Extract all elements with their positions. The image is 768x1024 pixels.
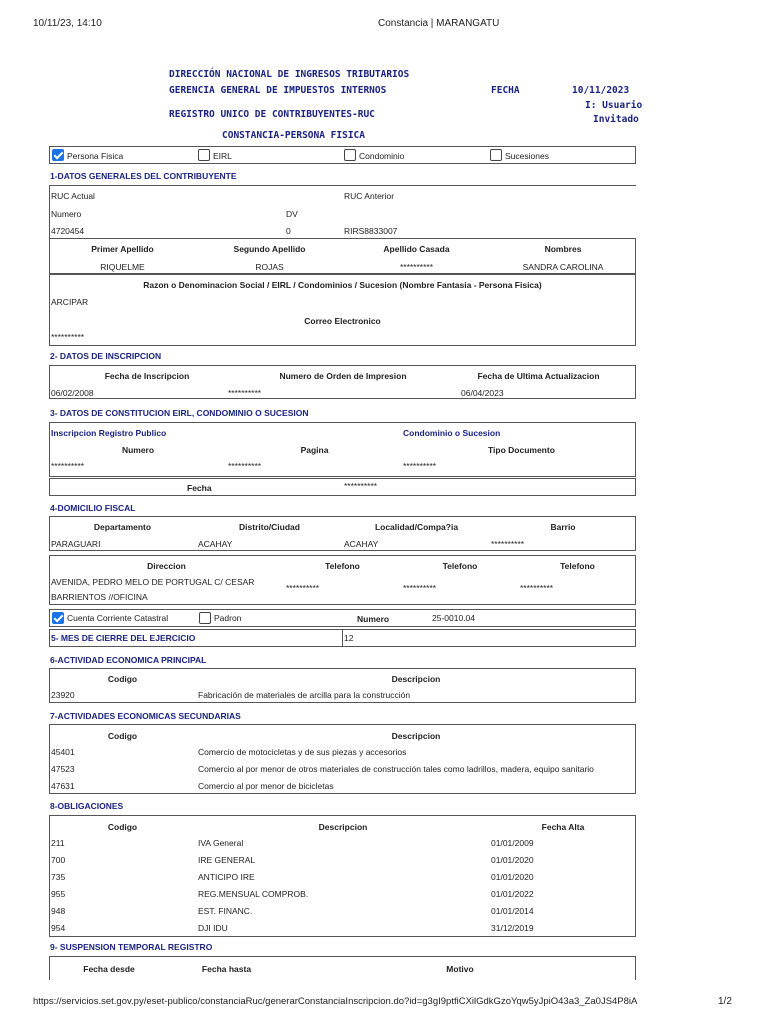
- codigo-header: Codigo: [107, 674, 138, 684]
- obligation-code: 954: [51, 923, 66, 933]
- ruc-numero: 4720454: [51, 226, 85, 236]
- departamento: PARAGUARI: [51, 539, 101, 549]
- print-datetime: 10/11/23, 14:10: [33, 18, 102, 29]
- correo-label: Correo Electronico: [304, 316, 381, 326]
- fecha-desde-header: Fecha desde: [83, 964, 135, 974]
- divider: [49, 185, 50, 238]
- obligation-description: ANTICIPO IRE: [198, 872, 255, 882]
- motivo-header: Motivo: [446, 964, 474, 974]
- localidad: ACAHAY: [344, 539, 379, 549]
- localidad-header: Localidad/Compa?ia: [374, 522, 459, 532]
- fecha-alta-header: Fecha Alta: [541, 822, 585, 832]
- activity-description: Comercio al por menor de bicicletas: [198, 781, 334, 791]
- primer-apellido-header: Primer Apellido: [91, 244, 154, 254]
- nombres: SANDRA CAROLINA: [522, 262, 604, 272]
- header-line2: GERENCIA GENERAL DE IMPUESTOS INTERNOS: [169, 85, 387, 96]
- direccion-line1: AVENIDA, PEDRO MELO DE PORTUGAL C/ CESAR: [51, 577, 255, 587]
- eirl-checkbox[interactable]: [198, 149, 210, 161]
- distrito-header: Distrito/Ciudad: [239, 522, 300, 532]
- segundo-apellido-header: Segundo Apellido: [233, 244, 306, 254]
- obligation-fecha-alta: 01/01/2022: [491, 889, 534, 899]
- activity-code: 23920: [51, 690, 75, 700]
- codigo-header: Codigo: [107, 731, 138, 741]
- nombres-header: Nombres: [544, 244, 582, 254]
- condominio-label: Condominio: [359, 151, 405, 161]
- usuario-line1: I: Usuario: [585, 100, 643, 111]
- section1-title: 1-DATOS GENERALES DEL CONTRIBUYENTE: [50, 171, 237, 181]
- obligation-fecha-alta: 31/12/2019: [491, 923, 534, 933]
- obligation-fecha-alta: 01/01/2009: [491, 838, 534, 848]
- persona-fisica-checkbox[interactable]: [52, 149, 64, 161]
- condominio-checkbox[interactable]: [344, 149, 356, 161]
- obligation-code: 955: [51, 889, 66, 899]
- ruc-anterior-label: RUC Anterior: [344, 191, 395, 201]
- pagina-header: Pagina: [300, 445, 329, 455]
- barrio-header: Barrio: [550, 522, 576, 532]
- numero-header: Numero: [121, 445, 155, 455]
- divider: [49, 185, 636, 186]
- section6-title: 6-ACTIVIDAD ECONOMICA PRINCIPAL: [50, 655, 207, 665]
- section2-title: 2- DATOS DE INSCRIPCION: [50, 351, 162, 361]
- fecha-value: 10/11/2023: [572, 85, 630, 96]
- correo-value: **********: [51, 332, 85, 342]
- fecha-inscripcion-header: Fecha de Inscripcion: [104, 371, 190, 381]
- fecha-constitucion-box: [49, 478, 636, 496]
- telefono2-header: Telefono: [442, 561, 478, 571]
- header-line1: DIRECCIÓN NACIONAL DE INGRESOS TRIBUTARIOS: [169, 69, 410, 80]
- fecha-actualizacion: 06/04/2023: [461, 388, 504, 398]
- departamento-header: Departamento: [93, 522, 152, 532]
- obligation-code: 948: [51, 906, 66, 916]
- telefono3-header: Telefono: [560, 561, 595, 571]
- apellido-casada-header: Apellido Casada: [383, 244, 450, 254]
- usuario-line2: Invitado: [593, 114, 639, 125]
- obligation-fecha-alta: 01/01/2014: [491, 906, 534, 916]
- mes-cierre: 12: [344, 633, 354, 643]
- sucesiones-checkbox[interactable]: [490, 149, 502, 161]
- section9-title: 9- SUSPENSION TEMPORAL REGISTRO: [50, 942, 213, 952]
- obligation-fecha-alta: 01/01/2020: [491, 872, 534, 882]
- fecha-label: FECHA: [491, 85, 520, 96]
- pagina-value: **********: [228, 461, 262, 471]
- catastral-numero-label: Numero: [357, 614, 390, 624]
- obligation-description: REG.MENSUAL COMPROB.: [198, 889, 309, 899]
- activity-code: 47631: [51, 781, 75, 791]
- numero-value: **********: [51, 461, 85, 471]
- obligation-description: IVA General: [198, 838, 244, 848]
- fecha-inscripcion: 06/02/2008: [51, 388, 94, 398]
- sucesiones-label: Sucesiones: [505, 151, 549, 161]
- tipo-documento-value: **********: [403, 461, 437, 471]
- section7-title: 7-ACTIVIDADES ECONOMICAS SECUNDARIAS: [50, 711, 241, 721]
- condominio-sucesion-label: Condominio o Sucesion: [403, 428, 501, 438]
- section8-title: 8-OBLIGACIONES: [50, 801, 124, 811]
- activity-code: 47523: [51, 764, 75, 774]
- obligation-description: DJI IDU: [198, 923, 228, 933]
- telefono3: **********: [520, 583, 554, 593]
- barrio: **********: [491, 539, 525, 549]
- apellido-casada: **********: [399, 262, 434, 272]
- primer-apellido: RIQUELME: [100, 262, 145, 272]
- cuenta-catastral-label: Cuenta Corriente Catastral: [67, 613, 169, 623]
- razon-label: Razon o Denominacion Social / EIRL / Condominios / Sucesion (Nombre Fantasia - Persona Fisica): [143, 280, 542, 290]
- activity-code: 45401: [51, 747, 75, 757]
- cuenta-catastral-checkbox[interactable]: [52, 612, 64, 624]
- codigo-header: Codigo: [107, 822, 138, 832]
- activity-description: Comercio de motocicletas y de sus piezas y accesorios: [198, 747, 407, 757]
- obligation-code: 735: [51, 872, 66, 882]
- obligation-code: 700: [51, 855, 66, 865]
- persona-fisica-label: Persona Fisica: [67, 151, 124, 161]
- obligation-fecha-alta: 01/01/2020: [491, 855, 534, 865]
- print-page-number: 1/2: [718, 996, 732, 1007]
- print-url: https://servicios.set.gov.py/eset-publico/constanciaRuc/generarConstanciaInscripcion.do?id=g3gI9ptfiCXilGdkGzoYqw5yJpiO43a3_Za0JS4P8iA: [33, 996, 638, 1007]
- direccion-header: Direccion: [147, 561, 186, 571]
- ruc-anterior-value: RIRS8833007: [344, 226, 398, 236]
- padron-label: Padron: [214, 613, 242, 623]
- registro-publico-label: Inscripcion Registro Publico: [51, 428, 167, 438]
- padron-checkbox[interactable]: [199, 612, 211, 624]
- fecha-constitucion-label: Fecha: [187, 483, 212, 493]
- fecha-hasta-header: Fecha hasta: [201, 964, 252, 974]
- eirl-label: EIRL: [213, 151, 232, 161]
- obligation-code: 211: [51, 838, 65, 848]
- header-line4: CONSTANCIA-PERSONA FISICA: [222, 130, 365, 141]
- activity-description: Comercio al por menor de otros materiales de construcción tales como ladrillos, madera, equipo sanitario: [198, 764, 594, 774]
- section5-title: 5- MES DE CIERRE DEL EJERCICIO: [51, 633, 196, 643]
- activity-description: Fabricación de materiales de arcilla para la construcción: [198, 690, 411, 700]
- descripcion-header: Descripcion: [318, 822, 368, 832]
- razon-value: ARCIPAR: [51, 297, 89, 307]
- distrito: ACAHAY: [198, 539, 233, 549]
- descripcion-header: Descripcion: [391, 674, 441, 684]
- tipo-documento-header: Tipo Documento: [488, 445, 555, 455]
- ruc-dv: 0: [286, 226, 291, 236]
- section4-title: 4-DOMICILIO FISCAL: [50, 503, 136, 513]
- telefono1-header: Telefono: [325, 561, 360, 571]
- obligaciones-box: [49, 815, 636, 937]
- header-line3: REGISTRO UNICO DE CONTRIBUYENTES-RUC: [169, 109, 375, 120]
- telefono2: **********: [403, 583, 437, 593]
- fecha-constitucion-value: **********: [344, 481, 378, 491]
- segundo-apellido: ROJAS: [255, 262, 284, 272]
- numero-orden: **********: [228, 388, 262, 398]
- numero-label: Numero: [51, 209, 82, 219]
- direccion-line2: BARRIENTOS //OFICINA: [51, 592, 148, 602]
- catastral-numero: 25-0010.04: [432, 613, 476, 623]
- numero-orden-header: Numero de Orden de Impresion: [279, 371, 407, 381]
- ruc-actual-label: RUC Actual: [51, 191, 95, 201]
- fecha-actualizacion-header: Fecha de Ultima Actualizacion: [477, 371, 600, 381]
- descripcion-header: Descripcion: [391, 731, 441, 741]
- dv-label: DV: [286, 209, 298, 219]
- print-page-title: Constancia | MARANGATU: [378, 18, 500, 29]
- obligation-description: EST. FINANC.: [198, 906, 253, 916]
- section3-title: 3- DATOS DE CONSTITUCION EIRL, CONDOMINIO O SUCESION: [50, 408, 309, 418]
- telefono1: **********: [286, 583, 320, 593]
- divider: [342, 629, 343, 647]
- obligation-description: IRE GENERAL: [198, 855, 256, 865]
